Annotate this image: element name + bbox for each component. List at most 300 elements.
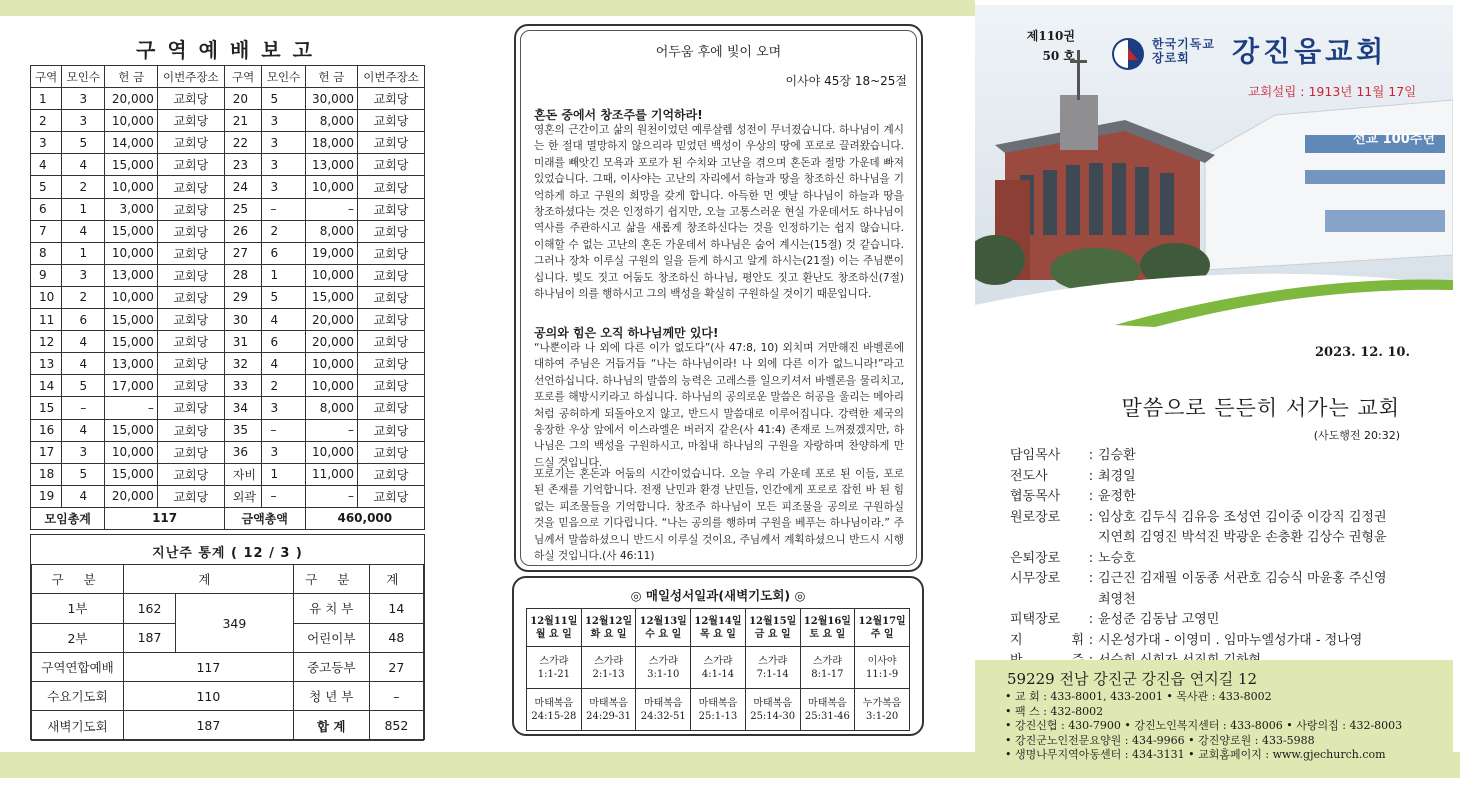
bible-day-cell bbox=[527, 609, 582, 647]
offering-cell: 교회당 bbox=[157, 353, 224, 375]
offering-cell: 1 bbox=[262, 264, 305, 286]
offering-cell: 26 bbox=[224, 220, 262, 242]
bible-reading-1-cell bbox=[581, 647, 636, 689]
issue-number: 50 호 bbox=[1042, 49, 1075, 63]
bible-book: 스가랴 bbox=[703, 655, 733, 667]
offering-cell: 13,000 bbox=[105, 353, 157, 375]
staff-role: 피택장로 bbox=[1010, 612, 1061, 627]
staff-role: 협동목사 bbox=[1010, 489, 1061, 504]
offering-cell: 3 bbox=[262, 441, 305, 463]
offering-cell: 17,000 bbox=[105, 375, 157, 397]
offering-row bbox=[31, 264, 425, 286]
bible-day-cell bbox=[691, 609, 746, 647]
offering-cell: 교회당 bbox=[157, 309, 224, 331]
bible-reading-1-cell bbox=[800, 647, 855, 689]
staff-role: 은퇴장로 bbox=[1010, 550, 1061, 566]
offering-cell: 1 bbox=[62, 242, 105, 264]
total-amount: 460,000 bbox=[305, 507, 424, 529]
staff-row bbox=[1010, 590, 1450, 611]
offering-cell: 15,000 bbox=[105, 331, 157, 353]
offering-cell: – bbox=[305, 419, 357, 441]
offering-cell: 27 bbox=[224, 242, 262, 264]
bible-reading-1-cell bbox=[745, 647, 800, 689]
offering-cell: 교회당 bbox=[358, 110, 425, 132]
offering-header-cell: 모인수 bbox=[62, 66, 105, 88]
stats-header-row bbox=[32, 565, 424, 594]
offering-cell: 20,000 bbox=[105, 485, 157, 507]
offering-cell: 4 bbox=[262, 309, 305, 331]
daily-bible-box bbox=[512, 576, 924, 736]
offering-cell: 20,000 bbox=[105, 88, 157, 110]
staff-role: 지 휘 bbox=[1010, 632, 1084, 648]
offering-cell: 교회당 bbox=[358, 176, 425, 198]
offering-row bbox=[31, 110, 425, 132]
offering-cell: 4 bbox=[262, 353, 305, 375]
bible-date: 12월16일 bbox=[803, 615, 851, 627]
bible-verse: 24:29-31 bbox=[586, 710, 632, 722]
offering-cell: 2 bbox=[31, 110, 62, 132]
staff-role: 전도사 bbox=[1010, 468, 1048, 484]
meditation-paragraph-1: 영혼의 근간이고 삶의 원천이었던 예루살렘 성전이 무너졌습니다. 하나님이 계시는 한 절대 멸망하지 않으리라 믿었던 백성이 우상의 땅에 포로로 끌려왔습니다. 미래를 빼앗긴 모욕과 포로가 된 수치와 고난을 겪으며 혼돈과 절망 가운데 빠져 있었습니다. 그때, 이사야는 고난의 자리에서 하늘과 땅을 창조하신 하나님을 기억하게 하고 구원의 희망을 갖게 합니다. 아득한 먼 옛날 하나님이 하늘과 땅을 창조하셨다는 것은 인정하기 쉽지만, 오늘 고통스러운 현실 가운데서도 하나님이 역사를 주관하시고 삶을 새롭게 창조하신다는 것을 인정하기는 쉽지 않습니다. 이해할 수 없는 고난의 혼돈 가운데서 하나님은 숨어 계시는(15절) 것 같습니다. 그러나 장차 이루실 구원의 일을 듣게 하시고 알게 하시는(21절) 이는 주님뿐이십니다. 빛도 짓고 어둠도 창조하신 하나님, 평안도 짓고 환난도 창조하신(7절) 하나님이 의를 행하시고 그의 백성을 확실히 구원하실 것이기 때문입니다. bbox=[534, 124, 904, 301]
offering-cell: 10 bbox=[31, 286, 62, 308]
offering-cell: 6 bbox=[62, 309, 105, 331]
offering-cell: 9 bbox=[31, 264, 62, 286]
staff-row bbox=[1010, 528, 1450, 549]
offering-cell: – bbox=[262, 198, 305, 220]
church-name: 강진읍교회 bbox=[1232, 35, 1388, 68]
stats-value: 27 bbox=[369, 652, 423, 681]
staff-role: 시무장로 bbox=[1010, 571, 1061, 586]
offering-cell: 15,000 bbox=[105, 220, 157, 242]
bible-book: 스가랴 bbox=[539, 655, 569, 667]
meditation-reference: 이사야 45장 18~25절 bbox=[785, 74, 907, 88]
offering-cell: 4 bbox=[62, 331, 105, 353]
offering-cell: 3 bbox=[262, 176, 305, 198]
staff-names: 최영천 bbox=[1098, 591, 1136, 607]
staff-separator bbox=[1084, 590, 1098, 611]
offering-cell: 25 bbox=[224, 198, 262, 220]
offering-cell: 2 bbox=[62, 176, 105, 198]
contact-lines bbox=[1005, 690, 1402, 763]
offering-cell: 3 bbox=[262, 397, 305, 419]
offering-cell: 29 bbox=[224, 286, 262, 308]
offering-cell: 4 bbox=[62, 220, 105, 242]
offering-row bbox=[31, 331, 425, 353]
offering-cell: 6 bbox=[262, 242, 305, 264]
offering-row bbox=[31, 220, 425, 242]
bible-date: 12월15일 bbox=[749, 615, 797, 627]
offering-table-header bbox=[31, 66, 425, 88]
offering-cell: 15,000 bbox=[105, 154, 157, 176]
offering-cell: 3 bbox=[62, 88, 105, 110]
offering-cell: – bbox=[305, 198, 357, 220]
offering-row bbox=[31, 286, 425, 308]
staff-names: 윤성준 김동남 고영민 bbox=[1098, 612, 1220, 627]
offering-cell: 8,000 bbox=[305, 110, 357, 132]
staff-names: 김승환 bbox=[1098, 448, 1136, 463]
offering-cell: 20,000 bbox=[305, 331, 357, 353]
bible-verse: 8:1-17 bbox=[811, 668, 844, 680]
anniversary-sign-text: 선교 100주년 bbox=[1353, 132, 1435, 147]
stats-row bbox=[32, 652, 424, 681]
top-color-band bbox=[0, 0, 975, 16]
offering-cell: – bbox=[62, 397, 105, 419]
offering-cell: 4 bbox=[62, 154, 105, 176]
offering-cell: 18,000 bbox=[305, 132, 357, 154]
offering-cell: 7 bbox=[31, 220, 62, 242]
offering-cell: 1 bbox=[62, 198, 105, 220]
offering-cell: 15,000 bbox=[305, 286, 357, 308]
offering-cell: 10,000 bbox=[305, 176, 357, 198]
bible-verse: 24:32-51 bbox=[640, 710, 686, 722]
offering-cell: 교회당 bbox=[358, 331, 425, 353]
offering-cell: 3 bbox=[262, 132, 305, 154]
daily-bible-header-row bbox=[527, 609, 910, 647]
daily-bible-reading-row bbox=[527, 689, 910, 731]
stats-table bbox=[31, 564, 424, 741]
offering-cell: 3 bbox=[62, 110, 105, 132]
contact-line: • 강진군노인전문요양원 : 434-9966 • 강진양로원 : 433-5988 bbox=[1005, 733, 1315, 747]
offering-cell: 교회당 bbox=[157, 264, 224, 286]
bible-weekday: 수 요 일 bbox=[645, 628, 682, 640]
offering-cell: – bbox=[305, 485, 357, 507]
bible-reading-2-cell bbox=[636, 689, 691, 731]
offering-cell: 12 bbox=[31, 331, 62, 353]
offering-row bbox=[31, 375, 425, 397]
offering-row bbox=[31, 353, 425, 375]
bible-day-cell bbox=[636, 609, 691, 647]
contact-line: • 생명나무지역아동센터 : 434-3131 • 교회홈페이지 : www.gjechurch.com bbox=[1005, 748, 1386, 761]
stats-label: 어린이부 bbox=[293, 623, 369, 652]
daily-bible-title: ◎ 매일성서일과(새벽기도회) ◎ bbox=[630, 588, 806, 603]
total-amount-label: 금액총액 bbox=[224, 507, 305, 529]
bible-weekday: 주 일 bbox=[870, 628, 894, 640]
meditation-title: 어두움 후에 빛이 오며 bbox=[655, 45, 782, 60]
bible-date: 12월17일 bbox=[858, 615, 906, 627]
offering-cell: 32 bbox=[224, 353, 262, 375]
offering-cell: 6 bbox=[31, 198, 62, 220]
offering-cell: 교회당 bbox=[157, 286, 224, 308]
offering-row bbox=[31, 176, 425, 198]
bible-verse: 1:1-21 bbox=[537, 668, 570, 680]
bible-reading-2-cell bbox=[800, 689, 855, 731]
offering-cell: 10,000 bbox=[305, 375, 357, 397]
bible-date: 12월11일 bbox=[530, 615, 578, 627]
offering-cell: 교회당 bbox=[157, 463, 224, 485]
offering-cell: 교회당 bbox=[157, 88, 224, 110]
staff-separator bbox=[1084, 528, 1098, 549]
staff-names: 윤정한 bbox=[1098, 489, 1136, 504]
stats-sum-value: 852 bbox=[369, 711, 423, 740]
bible-verse: 4:1-14 bbox=[701, 668, 735, 680]
offering-cell: 교회당 bbox=[157, 132, 224, 154]
offering-cell: 11,000 bbox=[305, 463, 357, 485]
bible-weekday: 토 요 일 bbox=[809, 628, 846, 640]
offering-cell: 교회당 bbox=[358, 419, 425, 441]
offering-header-cell: 구역 bbox=[31, 66, 62, 88]
offering-header-cell: 헌 금 bbox=[305, 66, 357, 88]
offering-cell: 5 bbox=[62, 463, 105, 485]
stats-label: 유 치 부 bbox=[293, 594, 369, 623]
offering-cell: 10,000 bbox=[105, 242, 157, 264]
offering-cell: 15,000 bbox=[105, 463, 157, 485]
offering-cell: 10,000 bbox=[305, 441, 357, 463]
offering-cell: 4 bbox=[62, 419, 105, 441]
offering-cell: 19,000 bbox=[305, 242, 357, 264]
offering-cell: 교회당 bbox=[157, 441, 224, 463]
offering-row bbox=[31, 485, 425, 507]
offering-cell: 18 bbox=[31, 463, 62, 485]
staff-role bbox=[1010, 590, 1084, 611]
church-address: 59229 전남 강진군 강진읍 연지길 12 bbox=[1007, 670, 1258, 688]
offering-cell: 5 bbox=[62, 375, 105, 397]
logo-symbol-icon bbox=[1112, 38, 1144, 70]
offering-total-row bbox=[31, 507, 425, 529]
bible-verse: 7:1-14 bbox=[756, 668, 789, 680]
offering-header-cell: 이번주장소 bbox=[358, 66, 425, 88]
bible-weekday: 월 요 일 bbox=[535, 628, 572, 640]
offering-cell: 1 bbox=[262, 463, 305, 485]
offering-cell: 21 bbox=[224, 110, 262, 132]
offering-cell: 5 bbox=[62, 132, 105, 154]
stats-row bbox=[32, 711, 424, 740]
staff-names: 지연희 김영진 박석진 박광운 손충환 김상수 권형윤 bbox=[1098, 530, 1387, 545]
staff-row bbox=[1010, 610, 1450, 631]
bible-verse: 25:14-30 bbox=[750, 710, 796, 722]
offering-cell: 교회당 bbox=[358, 220, 425, 242]
stats-value: 187 bbox=[124, 623, 176, 652]
offering-cell: 13,000 bbox=[105, 264, 157, 286]
staff-row bbox=[1010, 549, 1450, 570]
offering-cell: – bbox=[262, 485, 305, 507]
staff-names: 최경일 bbox=[1098, 468, 1136, 484]
stats-value: 14 bbox=[369, 594, 423, 623]
offering-cell: 15,000 bbox=[105, 419, 157, 441]
offering-cell: 17 bbox=[31, 441, 62, 463]
offering-cell: – bbox=[105, 397, 157, 419]
offering-cell: 2 bbox=[262, 220, 305, 242]
offering-cell: 교회당 bbox=[157, 176, 224, 198]
offering-cell: 교회당 bbox=[157, 154, 224, 176]
staff-separator: : bbox=[1088, 550, 1094, 566]
offering-cell: 교회당 bbox=[358, 441, 425, 463]
offering-cell: 교회당 bbox=[157, 375, 224, 397]
bible-verse: 25:1-13 bbox=[698, 710, 738, 722]
stats-services-sum: 349 bbox=[176, 594, 294, 653]
contact-box bbox=[975, 660, 1453, 770]
offering-cell: 교회당 bbox=[157, 198, 224, 220]
staff-names: 노승호 bbox=[1098, 550, 1136, 566]
offering-row bbox=[31, 463, 425, 485]
stats-label: 2부 bbox=[32, 623, 124, 652]
last-week-stats bbox=[30, 534, 425, 740]
meditation-heading-1: 혼돈 중에서 창조주를 기억하라! bbox=[534, 108, 703, 122]
offering-cell: 교회당 bbox=[157, 110, 224, 132]
offering-cell: 10,000 bbox=[105, 286, 157, 308]
offering-cell: 13 bbox=[31, 353, 62, 375]
staff-list bbox=[1010, 446, 1450, 672]
staff-separator: : bbox=[1088, 448, 1094, 463]
offering-row bbox=[31, 397, 425, 419]
bible-day-cell bbox=[800, 609, 855, 647]
contact-line: • 강진신협 : 430-7900 • 강진노인복지센터 : 433-8006 • 사랑의집 : 432-8003 bbox=[1005, 719, 1403, 732]
offering-cell: 5 bbox=[262, 286, 305, 308]
offering-header-cell: 구역 bbox=[224, 66, 262, 88]
staff-names: 임상호 김두식 김유응 조성연 김이중 이강직 김정권 bbox=[1098, 509, 1387, 525]
offering-cell: 교회당 bbox=[358, 375, 425, 397]
stats-value: – bbox=[369, 682, 423, 711]
offering-cell: 3,000 bbox=[105, 198, 157, 220]
meditation-paragraph-2: “나뿐이라 나 외에 다른 이가 없도다”(사 47:8, 10) 외치며 거만해진 바벨론에 대하여 주님은 거듭거듭 “나는 하나님이라! 나 외에 다른 이가 없느니라!”라고 선언하십니다. 하나님의 말씀의 능력은 고레스를 일으키셔서 바벨론을 물리치고, 포로를 해방시키라고 하십니다. 하나님의 공의로운 말씀은 허공을 울리는 메아리처럼 공허하게 되돌아오지 않고, 반드시 말씀대로 이루어집니다. 강력한 제국의 웅장한 우상 앞에서 이스라엘은 버러지 같은(사 41:4) 존재로 느껴졌겠지만, 하나님은 그의 백성을 구원하시고, 마침내 하나님의 구원을 자랑하며 찬양하게 만드실 것입니다. bbox=[534, 342, 904, 469]
offering-cell: 10,000 bbox=[305, 353, 357, 375]
staff-separator: : bbox=[1088, 612, 1094, 627]
offering-cell: 14 bbox=[31, 375, 62, 397]
bible-book: 마태복음 bbox=[589, 697, 628, 709]
bible-verse: 24:15-28 bbox=[531, 710, 577, 722]
offering-cell: 23 bbox=[224, 154, 262, 176]
offering-report-title: 구역예배보고 bbox=[136, 38, 324, 62]
bible-verse: 11:1-9 bbox=[866, 668, 899, 680]
stats-value: 48 bbox=[369, 623, 423, 652]
offering-cell: 19 bbox=[31, 485, 62, 507]
offering-header-cell: 헌 금 bbox=[105, 66, 157, 88]
offering-cell: 교회당 bbox=[157, 220, 224, 242]
bible-reading-1-cell bbox=[527, 647, 582, 689]
stats-col-label: 구 분 bbox=[32, 565, 124, 594]
offering-cell: 교회당 bbox=[358, 353, 425, 375]
bible-book: 스가랴 bbox=[648, 655, 678, 667]
bible-book: 마태복음 bbox=[753, 697, 792, 709]
offering-row bbox=[31, 132, 425, 154]
offering-cell: 3 bbox=[262, 110, 305, 132]
offering-cell: 4 bbox=[31, 154, 62, 176]
stats-col-total-2: 계 bbox=[369, 565, 423, 594]
bible-reading-2-cell bbox=[581, 689, 636, 731]
meditation-heading-2: 공의와 힘은 오직 하나님께만 있다! bbox=[534, 326, 719, 340]
stats-label: 중고등부 bbox=[293, 652, 369, 681]
offering-cell: 1 bbox=[31, 88, 62, 110]
offering-cell: 10,000 bbox=[305, 264, 357, 286]
offering-cell: 교회당 bbox=[358, 132, 425, 154]
founding-date: 교회설립 : 1913년 11월 17일 bbox=[1248, 84, 1417, 99]
offering-cell: 16 bbox=[31, 419, 62, 441]
offering-cell: 8,000 bbox=[305, 220, 357, 242]
offering-cell: 28 bbox=[224, 264, 262, 286]
bible-day-cell bbox=[855, 609, 910, 647]
offering-cell: 교회당 bbox=[157, 331, 224, 353]
offering-cell: 8 bbox=[31, 242, 62, 264]
stats-col-label-2: 구 분 bbox=[293, 565, 369, 594]
contact-line: • 팩 스 : 432-8002 bbox=[1005, 704, 1104, 718]
staff-row bbox=[1010, 446, 1450, 467]
offering-row bbox=[31, 419, 425, 441]
offering-cell: 15 bbox=[31, 397, 62, 419]
offering-cell: 8,000 bbox=[305, 397, 357, 419]
bible-date: 12월14일 bbox=[694, 615, 742, 627]
offering-cell: 31 bbox=[224, 331, 262, 353]
stats-label: 청 년 부 bbox=[293, 682, 369, 711]
offering-cell: 교회당 bbox=[157, 485, 224, 507]
stats-label: 수요기도회 bbox=[32, 682, 124, 711]
church-motto: 말씀으로 든든히 서가는 교회 bbox=[1121, 396, 1400, 420]
bible-book: 스가랴 bbox=[758, 655, 788, 667]
offering-cell: 11 bbox=[31, 309, 62, 331]
stats-row bbox=[32, 594, 424, 623]
staff-role bbox=[1010, 528, 1084, 549]
offering-cell: 교회당 bbox=[358, 309, 425, 331]
daily-bible-reading-row bbox=[527, 647, 910, 689]
offering-cell: 교회당 bbox=[358, 242, 425, 264]
staff-role: 원로장로 bbox=[1010, 509, 1061, 525]
bible-weekday: 목 요 일 bbox=[699, 628, 736, 640]
bible-verse: 25:31-46 bbox=[804, 710, 850, 722]
offering-cell: 교회당 bbox=[358, 88, 425, 110]
stats-title: 지난주 통계 ( 12 / 3 ) bbox=[152, 546, 303, 561]
offering-cell: 교회당 bbox=[157, 242, 224, 264]
bible-book: 마태복음 bbox=[643, 697, 683, 709]
bible-reading-1-cell bbox=[636, 647, 691, 689]
offering-cell: 교회당 bbox=[157, 419, 224, 441]
bible-reading-2-cell bbox=[527, 689, 582, 731]
staff-names: 시온성가대 - 이영미 . 임마누엘성가대 - 정나영 bbox=[1098, 632, 1363, 648]
total-label: 모임총계 bbox=[31, 507, 105, 529]
staff-separator: : bbox=[1088, 489, 1094, 504]
denomination-logo-icon bbox=[1112, 38, 1144, 70]
stats-row bbox=[32, 682, 424, 711]
offering-cell: 4 bbox=[62, 485, 105, 507]
bible-reading-1-cell bbox=[855, 647, 910, 689]
offering-cell: 4 bbox=[62, 353, 105, 375]
offering-cell: 2 bbox=[62, 286, 105, 308]
stats-sum-label: 합 계 bbox=[293, 711, 369, 740]
bible-day-cell bbox=[581, 609, 636, 647]
meditation-box bbox=[514, 24, 923, 572]
offering-cell: 36 bbox=[224, 441, 262, 463]
bible-verse: 3:1-20 bbox=[866, 710, 899, 722]
offering-cell: 10,000 bbox=[105, 176, 157, 198]
motto-reference: (사도행전 20:32) bbox=[1313, 429, 1400, 442]
offering-row bbox=[31, 441, 425, 463]
bible-verse: 3:1-10 bbox=[647, 668, 680, 680]
offering-cell: 30,000 bbox=[305, 88, 357, 110]
offering-row bbox=[31, 242, 425, 264]
offering-cell: 15,000 bbox=[105, 309, 157, 331]
offering-cell: 2 bbox=[262, 375, 305, 397]
offering-cell: 10,000 bbox=[105, 441, 157, 463]
offering-cell: 3 bbox=[62, 441, 105, 463]
offering-cell: 교회당 bbox=[358, 485, 425, 507]
bible-book: 마태복음 bbox=[808, 697, 847, 709]
offering-cell: 34 bbox=[224, 397, 262, 419]
bible-day-cell bbox=[745, 609, 800, 647]
offering-cell: 13,000 bbox=[305, 154, 357, 176]
bible-date: 12월12일 bbox=[584, 615, 633, 627]
staff-separator: : bbox=[1088, 509, 1094, 525]
staff-separator: : bbox=[1088, 571, 1094, 586]
stats-value: 110 bbox=[124, 682, 294, 711]
bible-book: 마태복음 bbox=[698, 697, 738, 709]
offering-cell: 교회당 bbox=[358, 154, 425, 176]
bible-weekday: 화 요 일 bbox=[590, 628, 627, 640]
issue-info bbox=[1005, 26, 1075, 66]
offering-cell: 20 bbox=[224, 88, 262, 110]
offering-cell: 3 bbox=[31, 132, 62, 154]
stats-value: 162 bbox=[124, 594, 176, 623]
bible-reading-2-cell bbox=[745, 689, 800, 731]
offering-cell: 10,000 bbox=[105, 110, 157, 132]
offering-cell: 14,000 bbox=[105, 132, 157, 154]
daily-bible-table bbox=[526, 608, 910, 731]
